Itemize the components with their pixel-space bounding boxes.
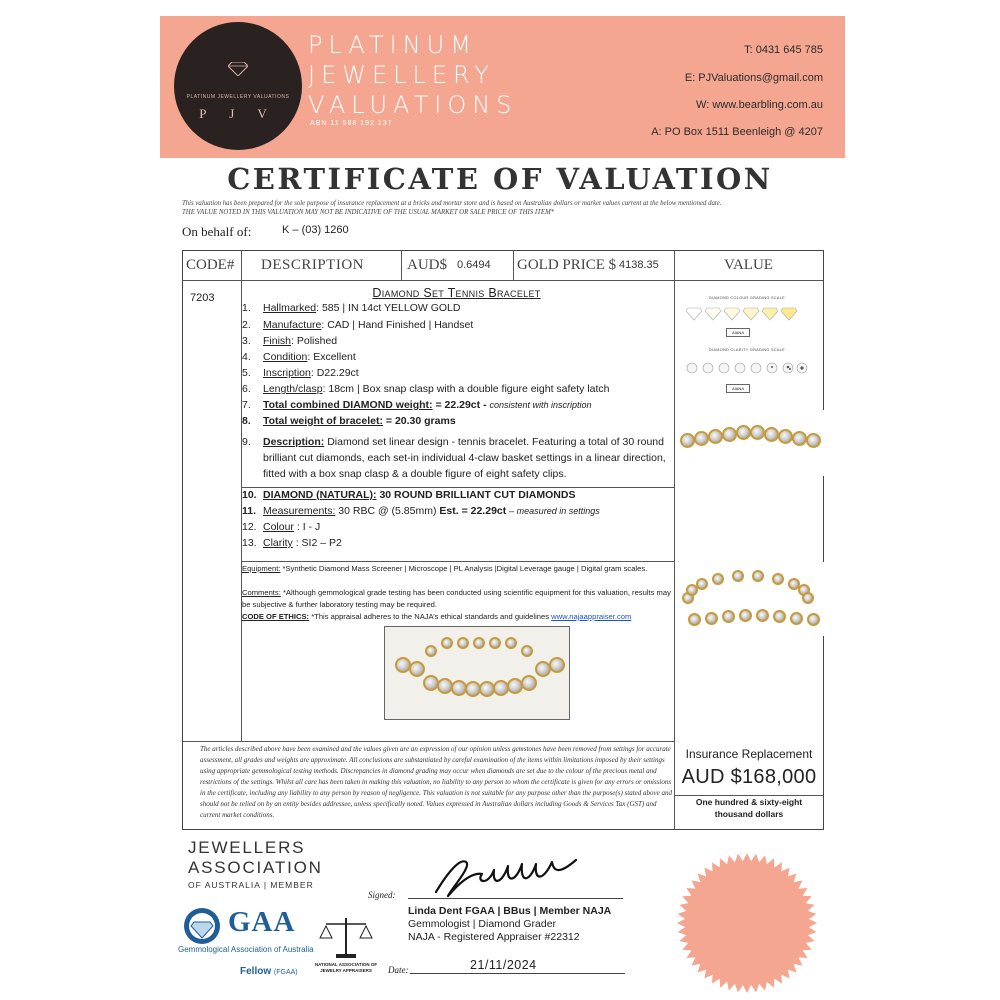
- item-label: Hallmarked: [263, 302, 317, 314]
- disclaimer-line-1: This valuation has been prepared for the sole purpose of insurance replacement at a bricks and mortar store and is based on Australian dollars or market values current at the below mentioned date.: [182, 200, 722, 207]
- item-label: Length/clasp: [263, 383, 323, 395]
- diamond-stone: [505, 637, 517, 649]
- header-code: CODE#: [186, 257, 235, 273]
- header-gold-label: GOLD PRICE $: [517, 257, 617, 273]
- fellow-small: (FGAA): [273, 969, 298, 976]
- item-label: Total combined DIAMOND weight:: [263, 399, 433, 411]
- signed-label: Signed:: [368, 890, 396, 900]
- item-number: 12.: [242, 521, 257, 533]
- clarity-scale-circles-icon: [686, 358, 808, 378]
- diamond-stone: [807, 613, 820, 626]
- item-label: Inscription: [263, 367, 311, 379]
- diamond-stone: [708, 429, 723, 444]
- item-number: 3.: [242, 335, 251, 347]
- diamond-stone: [806, 433, 821, 448]
- item-number: 13.: [242, 537, 257, 549]
- description-text: Diamond set linear design - tennis bracelet. Featuring a total of 30 round brilliant cut diamonds, each set-in individual 4-claw basket settings in a linear direction, fitted with a box snap clasp & a double figure of eight safety clips.: [263, 436, 666, 480]
- fellow-label: [240, 966, 298, 977]
- diamond-stone: [764, 427, 779, 442]
- item-code: 7203: [190, 292, 215, 304]
- diamond-stone: [773, 610, 786, 623]
- diamond-stone: [790, 612, 803, 625]
- colour-scale-diamonds-icon: [686, 304, 808, 326]
- contact-email: E: PJValuations@gmail.com: [684, 72, 823, 84]
- diamond-bold-value: Est. = 22.29ct: [439, 505, 507, 517]
- disclaimer-line-2: THE VALUE NOTED IN THIS VALUATION MAY NOT BE INDICATIVE OF THE USUAL MARKET OR SALE PRICE OF THIS ITEM*: [182, 209, 555, 216]
- item-number: 1.: [242, 302, 251, 314]
- fineprint-divider: [183, 741, 674, 742]
- handwritten-signature-icon: [426, 852, 586, 900]
- diamond-stone: [705, 612, 718, 625]
- signer-role-1: Gemmologist | Diamond Grader: [408, 918, 557, 930]
- contact-address: A: PO Box 1511 Beenleigh @ 4207: [651, 126, 823, 138]
- bracelet-photo-side-1: [676, 410, 824, 476]
- ja-line-1: JEWELLERS: [188, 838, 306, 857]
- diamond-stone: [750, 425, 765, 440]
- header-aud-label: AUD$: [407, 257, 447, 273]
- item-value: : Polished: [291, 335, 338, 347]
- item-number: 2.: [242, 319, 251, 331]
- insurance-value: AUD $168,000: [681, 766, 817, 788]
- signature-line: [408, 898, 623, 899]
- terms-fineprint: The articles described above have been examined and the values given are an expression of our opinion unless gemstones have been removed from settings for accurate assessment, all grades and weights are approximate. All conclusions are substantiated by careful examination of the items within limitations imposed by their settings using appropriate gemmological testing methods. Discrepancies in diamond grading may occur when diamonds are set due to the colour of the precious metal and restrictions of the settings. Whilst all care has been taken in making this valuation, no liability to any person to whom the certificate is given for any errors or omissions in the certificate, including any liability to any person by reason of negligence. This valuation is not suitable for any purpose other than the purpose(s) stated above and should not be relied on by an entity besides addressee, unless specifically noted. Values expressed in Australian dollars including Goods & Services Tax (GST) and current market conditions.: [200, 745, 672, 819]
- diamond-stone: [739, 609, 752, 622]
- item-number: 4.: [242, 351, 251, 363]
- header-aud-value: 0.6494: [457, 259, 491, 271]
- diamond-label: Colour: [263, 521, 294, 533]
- diamond-stone: [521, 645, 533, 657]
- header-divider: [183, 280, 823, 281]
- page-title: CERTIFICATE OF VALUATION: [227, 162, 773, 196]
- value-column-divider: [674, 251, 675, 829]
- contact-phone: T: 0431 645 785: [744, 44, 823, 56]
- diamond-stone: [489, 637, 501, 649]
- ja-line-2: ASSOCIATION: [188, 858, 323, 877]
- signer-name: Linda Dent FGAA | BBus | Member NAJA: [408, 905, 612, 917]
- item-number: 10.: [242, 489, 257, 501]
- diamond-value: : I - J: [296, 521, 321, 533]
- diamond-stone: [722, 427, 737, 442]
- diamond-stone: [772, 573, 784, 585]
- diamond-stone: [473, 637, 485, 649]
- ethics-link[interactable]: www.najaappraiser.com: [551, 612, 632, 621]
- ethics-text: *This appraisal adheres to the NAJA’s ethical standards and guidelines: [311, 612, 550, 621]
- item-label: Condition: [263, 351, 308, 363]
- on-behalf-value: K – (03) 1260: [282, 224, 349, 236]
- item-number: 6.: [242, 383, 251, 395]
- diamond-stone: [722, 610, 735, 623]
- item-number: 11.: [242, 505, 257, 517]
- diamond-stone: [792, 431, 807, 446]
- ethics-label: CODE OF ETHICS:: [242, 612, 310, 621]
- abn-number: ABN 11 588 192 137: [310, 120, 393, 127]
- item-value: : 18cm | Box snap clasp with a double figure eight safety latch: [322, 383, 610, 395]
- diamond-stone: [778, 429, 793, 444]
- header-divider-2: [401, 251, 402, 280]
- diamond-stone: [694, 431, 709, 446]
- diamond-stone: [802, 592, 814, 604]
- equip-divider: [241, 561, 674, 562]
- insurance-label: Insurance Replacement: [685, 747, 813, 761]
- diamond-label: DIAMOND (NATURAL):: [263, 489, 377, 501]
- diamond-bold-value: 30 ROUND BRILLIANT CUT DIAMONDS: [379, 489, 576, 501]
- item-value: : D22.29ct: [310, 367, 359, 379]
- header-value: VALUE: [724, 257, 773, 273]
- diamond-value: 30 RBC @ (5.85mm): [338, 505, 437, 517]
- diamond-stone: [752, 570, 764, 582]
- date-value: 21/11/2024: [470, 958, 537, 972]
- description-label: Description:: [263, 436, 325, 448]
- item-value: : 585 | IN 14ct YELLOW GOLD: [316, 302, 461, 314]
- clarity-scale-title: DIAMOND CLARITY GRADING SCALE: [709, 348, 785, 352]
- logo-text: PLATINUM JEWELLERY VALUATIONS: [186, 94, 290, 100]
- gaa-subtitle: Gemmological Association of Australia: [178, 945, 314, 954]
- diamond-stone: [441, 637, 453, 649]
- ethics-row: [242, 611, 672, 623]
- diamond-stone: [756, 609, 769, 622]
- item-number: 7.: [242, 399, 251, 411]
- official-seal-icon: [676, 852, 818, 994]
- item-bold-value: = 20.30 grams: [385, 415, 456, 427]
- comments-text: *Although gemmological grade testing has been conducted using scientific equipment for this valuation, results may be subjective & further laboratory testing may be required.: [242, 588, 671, 609]
- diamond-stone: [732, 570, 744, 582]
- item-number: 9.: [242, 436, 251, 448]
- item-value: : Excellent: [307, 351, 356, 363]
- item-label: Manufacture: [263, 319, 322, 331]
- brand-line-3: VALUATIONS: [308, 91, 518, 119]
- grading-scale-chart: [682, 292, 812, 404]
- date-label: Date:: [388, 965, 409, 975]
- grading-chip-2: AIANA: [726, 384, 750, 393]
- letterhead-banner: [160, 16, 845, 158]
- brand-line-2: JEWELLERY: [308, 61, 495, 89]
- header-gold-value: 4138.35: [619, 259, 659, 271]
- ja-line-3: OF AUSTRALIA | MEMBER: [188, 880, 314, 890]
- signer-role-2: NAJA - Registered Appraiser #22312: [408, 931, 580, 943]
- item-number: 5.: [242, 367, 251, 379]
- diamond-label: Clarity: [263, 537, 293, 549]
- diamond-stone: [457, 637, 469, 649]
- item-value: : CAD | Hand Finished | Handset: [321, 319, 474, 331]
- equipment-text: *Synthetic Diamond Mass Screener | Microscope | PL Analysis |Digital Leverage gauge | Digital gram scales.: [282, 564, 648, 573]
- bracelet-photo-main: [384, 626, 570, 720]
- diamond-stone: [688, 613, 701, 626]
- pjv-logo: [174, 22, 302, 150]
- gaa-logo-icon: [180, 906, 226, 946]
- diamond-stone: [736, 425, 751, 440]
- seal-shape: [677, 853, 817, 993]
- diamond-icon: [228, 62, 248, 76]
- item-label: Total weight of bracelet:: [263, 415, 383, 427]
- diamond-label: Measurements:: [263, 505, 336, 517]
- equipment-label: Equipment:: [242, 564, 281, 573]
- comments-row: [242, 587, 672, 611]
- bracelet-photo-side-2: [676, 562, 824, 636]
- diamond-stone: [521, 675, 537, 691]
- header-description: DESCRIPTION: [261, 257, 365, 273]
- brand-line-1: PLATINUM: [308, 31, 477, 59]
- header-divider-3: [513, 251, 514, 280]
- item-note: consistent with inscription: [489, 400, 592, 410]
- item-number: 8.: [242, 415, 251, 427]
- item-label: Finish: [263, 335, 292, 347]
- date-line: [410, 973, 625, 974]
- diamond-stone: [712, 573, 724, 585]
- diamond-stone: [549, 657, 565, 673]
- diamond-stone: [680, 433, 695, 448]
- grading-chip: AIANA: [726, 328, 750, 337]
- diamond-stone: [696, 578, 708, 590]
- item-title: Diamond Set Tennis Bracelet: [372, 286, 541, 300]
- colour-scale-title: DIAMOND COLOUR GRADING SCALE: [709, 296, 785, 300]
- item-bold-value: = 22.29ct -: [435, 399, 487, 411]
- naja-line-2: JEWELRY APPRAISERS: [320, 968, 372, 973]
- diamond-stone: [425, 645, 437, 657]
- logo-monogram: P J V: [199, 106, 277, 121]
- on-behalf-label: On behalf of:: [182, 224, 252, 239]
- diamond-value: : SI2 – P2: [295, 537, 342, 549]
- naja-line-1: NATIONAL ASSOCIATION OF: [314, 962, 378, 967]
- contact-website: W: www.bearbling.com.au: [696, 99, 823, 111]
- description-item: [242, 434, 668, 488]
- fellow-text: Fellow: [240, 966, 272, 977]
- naja-text: [310, 962, 382, 974]
- insurance-words: One hundred & sixty-eight thousand dollars: [695, 797, 803, 819]
- scales-of-justice-icon: [318, 914, 374, 960]
- diamond-stone: [409, 661, 425, 677]
- gaa-text: GAA: [228, 906, 296, 938]
- equipment-row: [242, 563, 672, 575]
- comments-label: Comments:: [242, 588, 281, 597]
- diamond-note: – measured in settings: [509, 506, 600, 516]
